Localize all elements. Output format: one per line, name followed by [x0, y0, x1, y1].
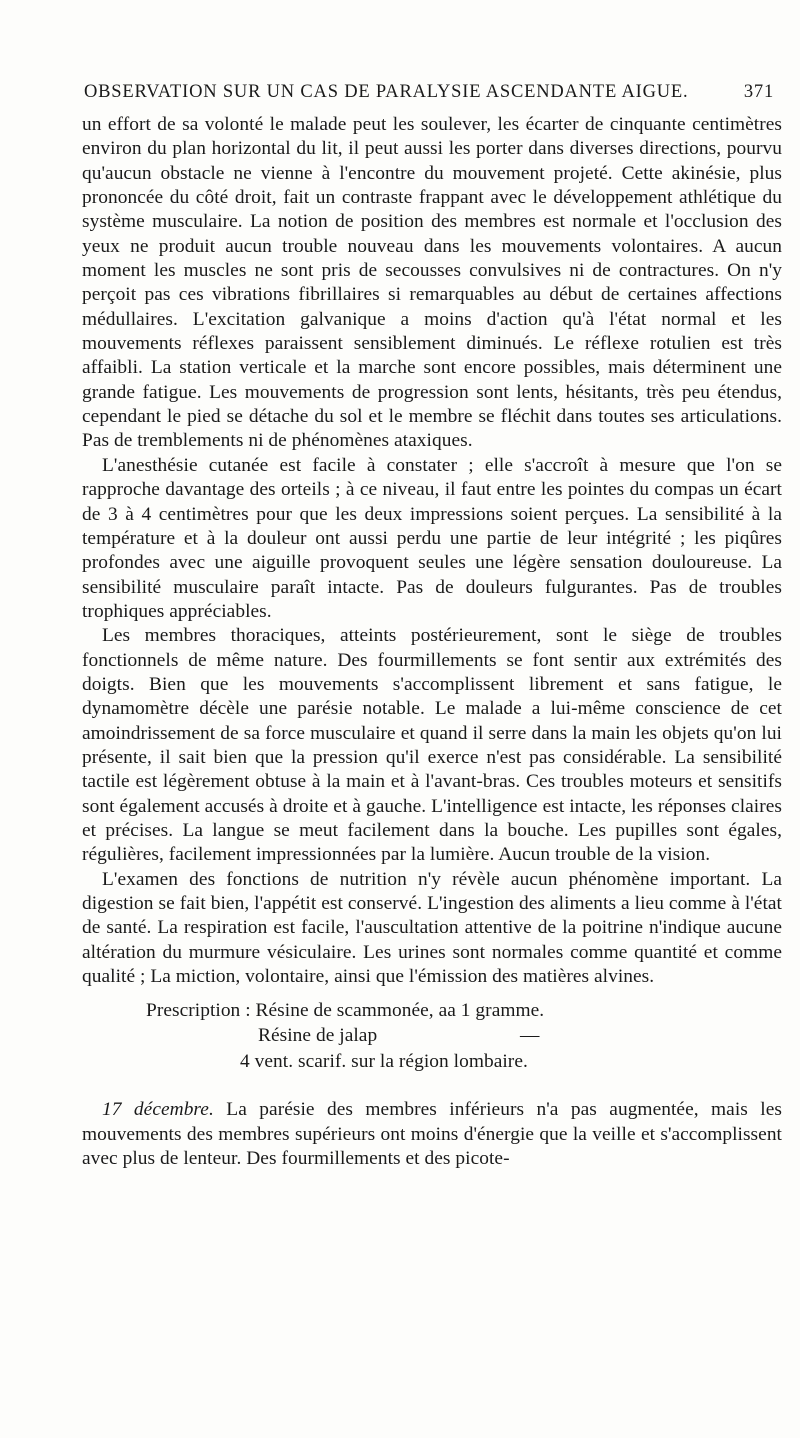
page-number: 371 — [743, 82, 774, 102]
entry-text: La parésie des membres inférieurs n'a pas augmentée, mais les mouvements des membres supérieurs ont moins d'énergie que la veille et s'accomplissent avec plus de lenteur. Des fourmillements et des picote- — [82, 1099, 782, 1170]
prescription-line-3: 4 vent. scarif. sur la région lombaire. — [240, 1051, 528, 1073]
paragraph-motor-symptoms: un effort de sa volonté le malade peut les soulever, les écarter de cinquante centimètres environ du plan horizontal du lit, il peut aussi les porter dans diverses directions, pourvu qu'aucun obstacle ne vienne à l'encontre du mouvement projeté. Cette akinésie, plus prononcée du côté droit, fait un contraste frappant avec le développement athlétique du système musculaire. La notion de position des membres est normale et l'occlusion des yeux ne produit aucun trouble nouveau dans les mouvements volontaires. A aucun moment les muscles ne sont pris de secousses convulsives ni de contractures. On n'y perçoit pas ces vibrations fibrillaires si remarquables au début de certaines affections médullaires. L'excitation galvanique a moins d'action qu'à l'état normal et les mouvements réflexes paraissent sensiblement diminués. Le réflexe rotulien est très affaibli. La station verticale et la marche sont encore possibles, mais déterminent une grande fatigue. Les mouvements de progression sont lents, hésitants, très peu étendus, cependant le pied se détache du sol et le membre se fléchit dans toutes ses articulations. Pas de tremblements ni de phénomènes ataxiques. — [82, 114, 782, 452]
prescription-ditto-dash: — — [520, 1025, 540, 1047]
paragraph-december-17 — [82, 1098, 782, 1171]
entry-date: 17 décembre. — [102, 1099, 214, 1121]
prescription-line-1: Prescription : Résine de scammonée, aa 1 gramme. — [146, 1000, 545, 1022]
page-body — [82, 113, 782, 1171]
running-header — [84, 82, 774, 108]
paragraph-anesthesia: L'anesthésie cutanée est facile à constater ; elle s'accroît à mesure que l'on se rapproche davantage des orteils ; à ce niveau, il faut entre les pointes du compas un écart de 3 à 4 centimètres pour que les deux impressions soient perçues. La sensibilité à la température et à la douleur ont aussi perdu une partie de leur intégrité ; les piqûres profondes avec une aiguille provoquent seules une légère sensation douloureuse. La sensibilité musculaire paraît intacte. Pas de douleurs fulgurantes. Pas de troubles trophiques appréciables. — [82, 454, 782, 622]
running-title: OBSERVATION SUR UN CAS DE PARALYSIE ASCENDANTE AIGUE. — [84, 82, 689, 102]
prescription-block — [82, 999, 782, 1096]
paragraph-thoracic-limbs: Les membres thoraciques, atteints postérieurement, sont le siège de troubles fonctionnels de même nature. Des fourmillements se font sentir aux extrémités des doigts. Bien que les mouvements s'accomplissent librement et sans fatigue, le dynamomètre décèle une parésie notable. Le malade a lui-même conscience de cet amoindrissement de sa force musculaire et quand il serre dans la main les objets qu'on lui présente, il sait bien que la pression qu'il exerce n'est pas considérable. La sensibilité tactile est légèrement obtuse à la main et à l'avant-bras. Ces troubles moteurs et sensitifs sont également accusés à droite et à gauche. L'intelligence est intacte, les réponses claires et précises. La langue se meut facilement dans la bouche. Les pupilles sont égales, régulières, facilement impressionnées par la lumière. Aucun trouble de la vision. — [82, 625, 782, 866]
prescription-line-2: Résine de jalap — [258, 1025, 378, 1047]
paragraph-nutrition: L'examen des fonctions de nutrition n'y révèle aucun phénomène important. La digestion se fait bien, l'appétit est conservé. L'ingestion des aliments a lieu comme à l'état de santé. La respiration est facile, l'auscultation attentive de la poitrine n'indique aucune altération du murmure vésiculaire. Les urines sont normales comme quantité et comme qualité ; La miction, volontaire, ainsi que l'émission des matières alvines. — [82, 868, 782, 988]
